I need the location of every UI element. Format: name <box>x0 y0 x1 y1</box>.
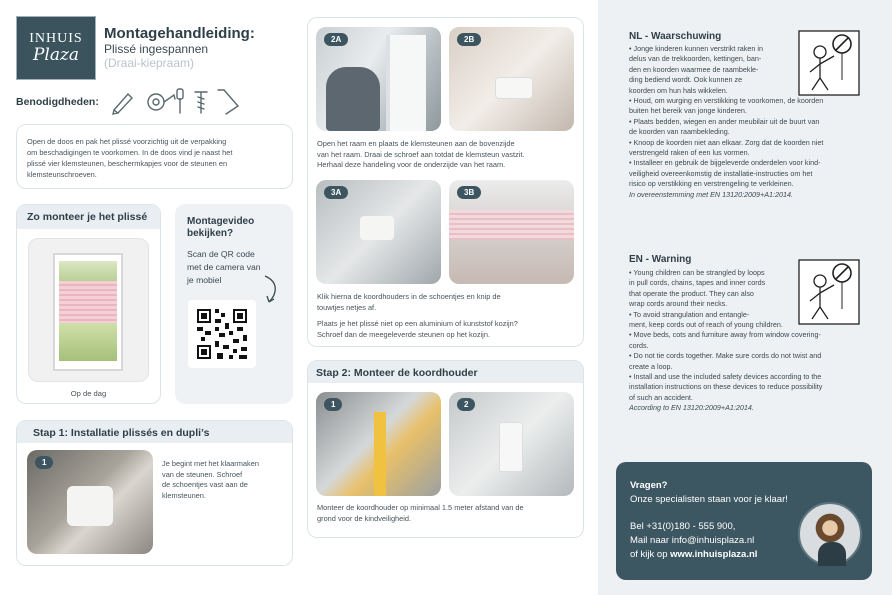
video-text-3: je mobiel <box>187 275 222 285</box>
howto-caption: Op de dag <box>70 389 107 398</box>
step1-badge: 1 <box>35 456 53 469</box>
contact-mail[interactable]: Mail naar info@inhuisplaza.nl <box>630 535 755 546</box>
page-subtitle: Plissé ingespannen <box>104 42 209 56</box>
badge-3a: 3A <box>324 186 348 199</box>
tool-icons <box>110 86 245 116</box>
intro-card <box>16 124 293 189</box>
screw-icon <box>195 92 207 113</box>
photo-3a <box>316 180 441 284</box>
step1-text: Je begint met het klaarmaken van de steunen. Schroef de schoentjes vast aan de klemsteunen. <box>162 459 259 500</box>
page-title: Montagehandleiding: <box>104 25 255 42</box>
contact-box <box>616 462 872 580</box>
needs-label: Benodigdheden: <box>16 96 99 108</box>
badge-3b: 3B <box>457 186 481 199</box>
window-illustration <box>28 238 149 382</box>
stap2-badge-1: 1 <box>324 398 342 411</box>
step1-title: Stap 1: Installatie plissés en dupli’s <box>17 421 292 443</box>
video-title-1: Montagevideo <box>187 216 255 227</box>
step3-text: Klik hierna de koordhouders in de schoentjes en knip de touwtjes netjes af. Plaats je het plissé niet op een aluminium of kunststof kozijn? Schroef dan de meegeleverde steunen op het kozijn. <box>317 292 518 339</box>
video-text-2: met de camera van <box>187 262 261 272</box>
pleated-blind <box>59 281 117 323</box>
warning-nl-text: • Jonge kinderen kunnen verstrikt raken in delus van de trekkoorden, kettingen, ban- den en koorden waarmee de raambekle- ding bediend wordt. Ook kunnen ze koorden om hun hals wikkelen. • Houd, om wurging en verstikking te voorkomen, de koorden buiten het bereik van jonge kinderen. • Plaats bedden, wiegen en ander meubilair uit de buurt van de koorden van raambekleding. • Knoop de koorden niet aan elkaar. Zorg dat de koorden niet verstrengeld raken of een lus vormen. • Installeer en gebruik de bijgeleverde onderdelen voor kind- veiligheid overeenkomstig de installatie-instructies om het risico op verstikking en verstrengeling te verkleinen. In overeenstemming met EN 13120:2009+A1:2014. <box>629 44 859 200</box>
step1-photo <box>27 450 153 554</box>
stap2-badge-2: 2 <box>457 398 475 411</box>
pencil-icon <box>113 94 132 114</box>
contact-web-link[interactable]: www.inhuisplaza.nl <box>670 549 758 560</box>
warning-nl-title: NL - Waarschuwing <box>629 31 722 42</box>
warning-en-text: • Young children can be strangled by loops in pull cords, chains, tapes and inner cords that operate the product. They can also wrap cords around their necks. • To avoid strangulation and entangle- ment, keep cords out of reach of young children. • Move beds, cots and furniture away from window covering- cords. • Do not tie cords together. Make sure cords do not twist and create a loop. • Install and use the included safety devices according to the installation instructions on these devices to reduce possibility of such an accident. According to EN 13120:2009+A1:2014. <box>629 268 859 414</box>
warning-en-title: EN - Warning <box>629 254 692 265</box>
stap2-photo-1 <box>316 392 441 496</box>
contact-subtitle: Onze specialisten staan voor je klaar! <box>630 494 788 505</box>
logo-line1: INHUIS <box>29 31 83 46</box>
step2-text: Open het raam en plaats de klemsteunen aan de bovenzijde van het raam. Draai de schroef aan totdat de klemsteun vastzit. Herhaal deze handeling voor de onderzijde van het raam. <box>317 139 525 170</box>
specialist-avatar <box>798 502 862 566</box>
qr-code[interactable] <box>188 300 256 368</box>
contact-web-line <box>630 549 757 560</box>
page-variant: (Draai-kiepraam) <box>104 56 195 70</box>
contact-web-prefix: of kijk op <box>630 549 671 560</box>
warning-en-norm: According to EN 13120:2009+A1:2014. <box>629 403 754 413</box>
warning-nl-norm: In overeenstemming met EN 13120:2009+A1:2014. <box>629 189 794 199</box>
video-card <box>175 204 293 404</box>
intro-text: Open de doos en pak het plissé voorzichtig uit de verpakking om beschadigingen te voorkomen. In de doos vind je naast het plissé vier klemsteunen, beschermkapjes voor de steunen en klemsteunschroeven. <box>27 137 233 179</box>
video-title-2: bekijken? <box>187 228 234 239</box>
tape-measure-icon <box>148 94 175 110</box>
photo-3b <box>449 180 574 284</box>
stap2-photo-2 <box>449 392 574 496</box>
stap2-text: Monteer de koordhouder op minimaal 1.5 meter afstand van de grond voor de kindveiligheid. <box>317 503 524 523</box>
logo-line2: Plaza <box>32 45 80 65</box>
screwdriver-icon <box>177 89 183 113</box>
badge-2a: 2A <box>324 33 348 46</box>
photo-2a <box>316 27 441 131</box>
video-text-1: Scan de QR code <box>187 249 255 259</box>
hex-key-icon <box>218 90 238 114</box>
contact-title: Vragen? <box>630 480 668 491</box>
contact-phone[interactable]: Bel +31(0)180 - 555 900, <box>630 521 736 532</box>
brand-logo <box>16 16 96 80</box>
curved-arrow-icon <box>261 274 281 306</box>
photo-2b <box>449 27 574 131</box>
howto-title: Zo monteer je het plissé <box>17 205 160 229</box>
stap2-title: Stap 2: Monteer de koordhouder <box>308 361 583 383</box>
badge-2b: 2B <box>457 33 481 46</box>
